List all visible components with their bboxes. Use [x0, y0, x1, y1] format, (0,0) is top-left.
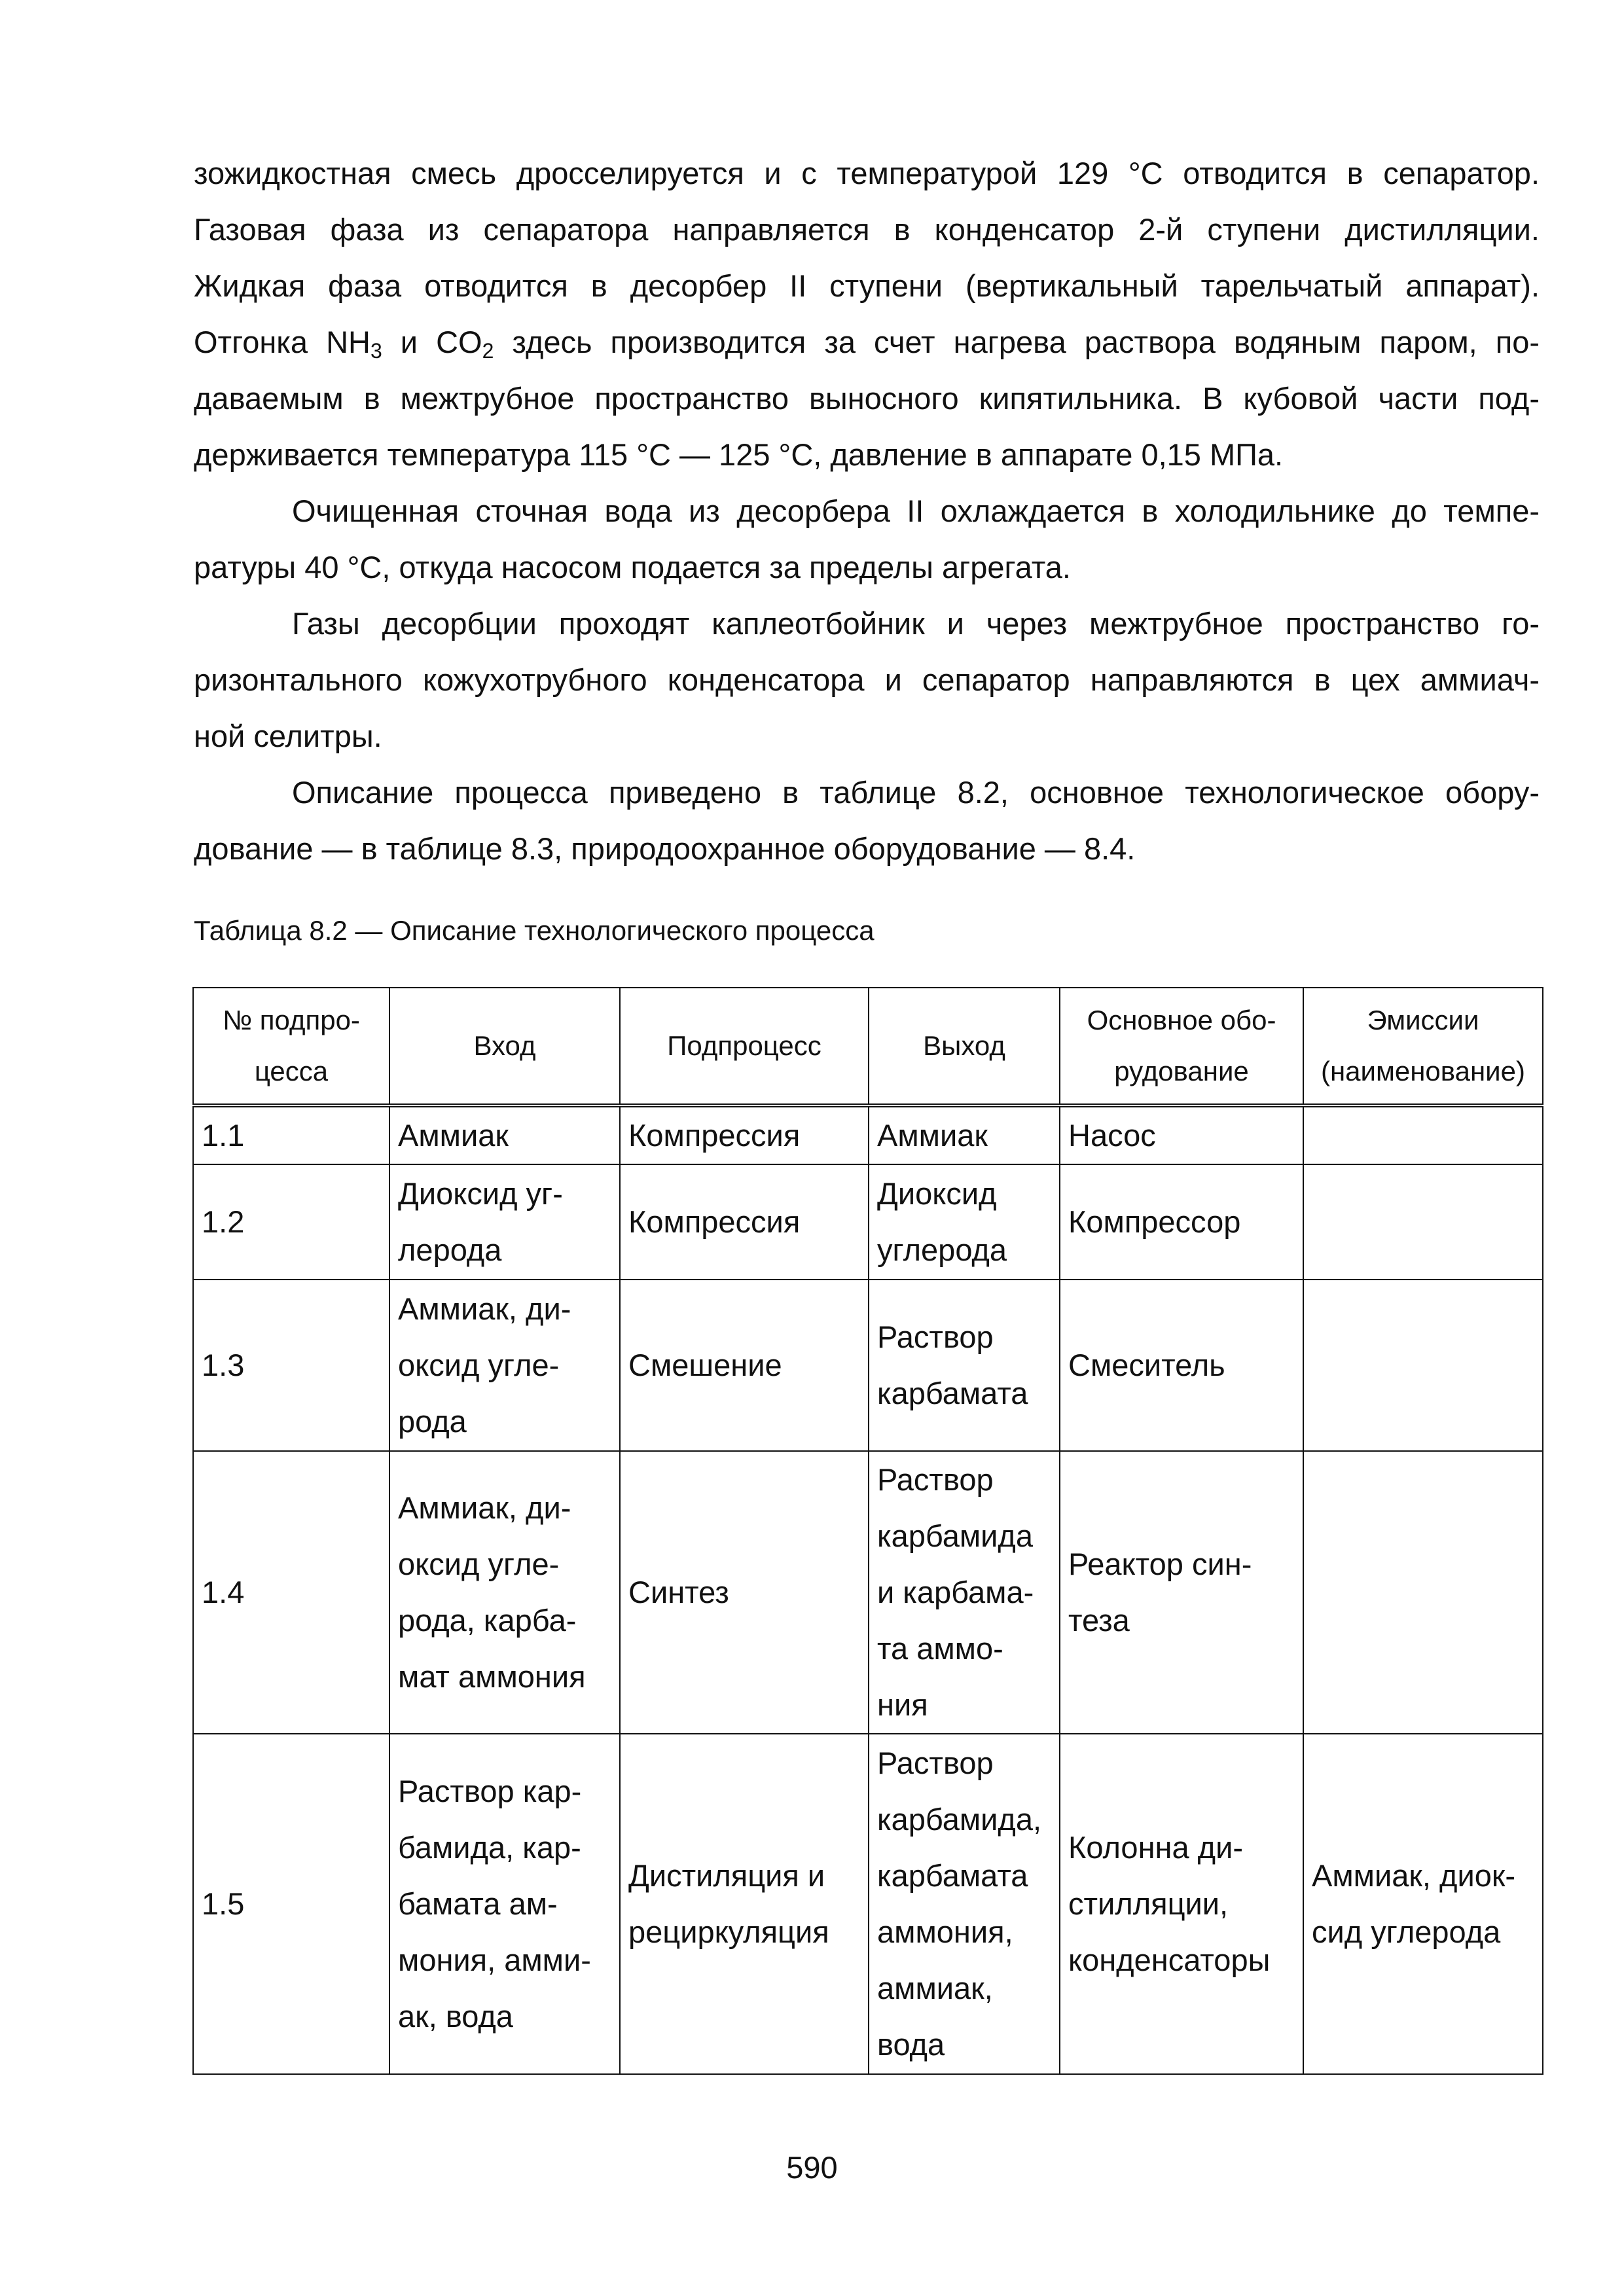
text-line: зожидкостная смесь дросселируется и с температурой 129 °C отводится в сепаратор.: [194, 156, 1540, 190]
cell-input: Аммиак: [389, 1105, 620, 1164]
cell-input: Раствор кар- бамида, кар- бамата ам- мония, амми- ак, вода: [389, 1734, 620, 2074]
table-row: [193, 1451, 1543, 1734]
header-cell-equipment: Основное обо- рудование: [1060, 988, 1303, 1105]
cell-number: 1.5: [193, 1734, 389, 2074]
cell-equipment: Смеситель: [1060, 1280, 1303, 1451]
cell-subprocess: Смешение: [620, 1280, 869, 1451]
cell-subprocess: Компрессия: [620, 1164, 869, 1280]
cell-emissions: [1303, 1280, 1543, 1451]
table-row: [193, 1164, 1543, 1280]
cell-emissions: [1303, 1451, 1543, 1734]
text-line: Очищенная сточная вода из десорбера II охлаждается в холодильнике до темпе-: [292, 493, 1540, 528]
cell-input: Диоксид уг- лерода: [389, 1164, 620, 1280]
text-line: Описание процесса приведено в таблице 8.2, основное технологическое обору-: [292, 775, 1540, 810]
text-line-with-formulas: Отгонка $NH_3$ и $CO_2$ здесь производится за счет нагрева раствора водяным паром, по-: [194, 325, 1540, 363]
header-cell-emissions: Эмиссии (наименование): [1303, 988, 1543, 1105]
cell-equipment: Реактор син- теза: [1060, 1451, 1303, 1734]
table-row: [193, 1105, 1543, 1164]
text-line: даваемым в межтрубное пространство выносного кипятильника. В кубовой части под-: [194, 381, 1540, 416]
process-table: [192, 987, 1543, 2075]
header-cell-subprocess: Подпроцесс: [620, 988, 869, 1105]
cell-emissions: [1303, 1164, 1543, 1280]
cell-input: Аммиак, ди- оксид угле- рода, карба- мат аммония: [389, 1451, 620, 1734]
cell-number: 1.1: [193, 1105, 389, 1164]
cell-input: Аммиак, ди- оксид угле- рода: [389, 1280, 620, 1451]
header-cell-input: Вход: [389, 988, 620, 1105]
cell-output: Раствор карбамата: [869, 1280, 1060, 1451]
text-line: Газовая фаза из сепаратора направляется в конденсатор 2-й ступени дистилляции.: [194, 212, 1540, 247]
cell-number: 1.3: [193, 1280, 389, 1451]
table-row: [193, 1734, 1543, 2074]
cell-emissions: Аммиак, диок- сид углерода: [1303, 1734, 1543, 2074]
paragraph-3: [194, 596, 1540, 764]
cell-output: Раствор карбамида и карбама- та аммо- ния: [869, 1451, 1060, 1734]
page-number: 590: [786, 2150, 838, 2185]
cell-number: 1.2: [193, 1164, 389, 1280]
text-line: ратуры 40 °C, откуда насосом подается за пределы агрегата.: [194, 550, 1071, 584]
cell-equipment: Колонна ди- стилляции, конденсаторы: [1060, 1734, 1303, 2074]
cell-subprocess: Синтез: [620, 1451, 869, 1734]
header-cell-output: Выход: [869, 988, 1060, 1105]
text-line: Газы десорбции проходят каплеотбойник и через межтрубное пространство го-: [292, 606, 1540, 641]
cell-output: Раствор карбамида, карбамата аммония, аммиак, вода: [869, 1734, 1060, 2074]
cell-number: 1.4: [193, 1451, 389, 1734]
table-row: [193, 1280, 1543, 1451]
cell-equipment: Компрессор: [1060, 1164, 1303, 1280]
header-cell-number: № подпро- цесса: [193, 988, 389, 1105]
paragraph-4: [194, 764, 1540, 877]
table-caption: Таблица 8.2 — Описание технологического процесса: [194, 915, 875, 946]
text-line: держивается температура 115 °C — 125 °C, давление в аппарате 0,15 МПа.: [194, 437, 1284, 472]
cell-subprocess: Компрессия: [620, 1105, 869, 1164]
text-line: ной селитры.: [194, 719, 382, 753]
text-line: дование — в таблице 8.3, природоохранное оборудование — 8.4.: [194, 831, 1136, 866]
cell-output: Аммиак: [869, 1105, 1060, 1164]
cell-subprocess: Дистиляция и рециркуляция: [620, 1734, 869, 2074]
paragraph-2: [194, 483, 1540, 596]
cell-equipment: Насос: [1060, 1105, 1303, 1164]
cell-output: Диоксид углерода: [869, 1164, 1060, 1280]
text-line: Жидкая фаза отводится в десорбер II ступени (вертикальный тарельчатый аппарат).: [194, 268, 1540, 303]
table-header-row: [193, 988, 1543, 1105]
text-line: ризонтального кожухотрубного конденсатора и сепаратор направляются в цех аммиач-: [194, 662, 1540, 697]
paragraph-1: [194, 145, 1540, 483]
cell-emissions: [1303, 1105, 1543, 1164]
